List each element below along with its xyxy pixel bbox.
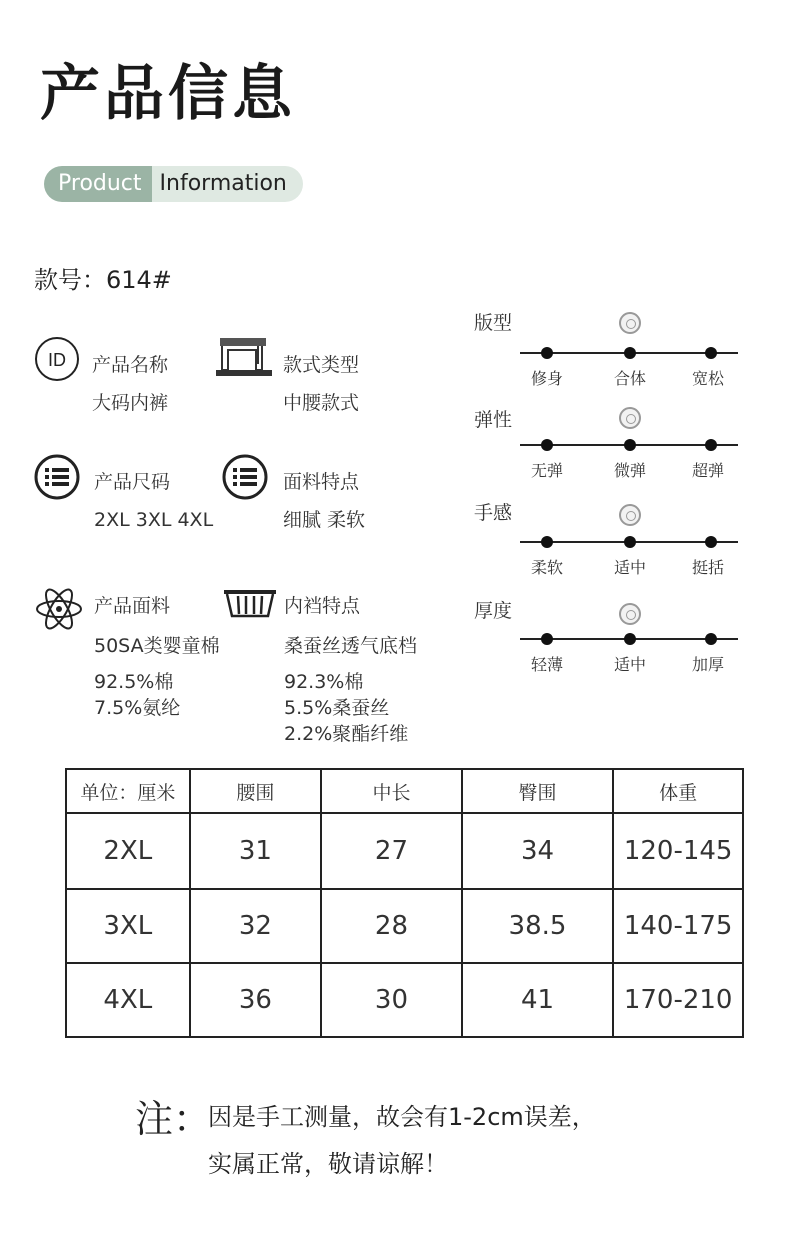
- pill-product: Product: [44, 166, 152, 202]
- attr-label: 产品名称: [92, 354, 169, 376]
- scale-dot: [705, 439, 717, 451]
- attr-value: 桑蚕丝透气底档: [284, 635, 418, 657]
- table-cell: 170-210: [613, 963, 743, 1037]
- table-header: 体重: [613, 769, 743, 813]
- scale-option: 挺括: [692, 558, 725, 577]
- attr-product-size: [94, 469, 213, 533]
- table-cell: 41: [462, 963, 614, 1037]
- scale-option: 无弹: [531, 461, 564, 480]
- size-table: [65, 768, 744, 1038]
- scale-dot: [541, 633, 553, 645]
- table-row: [66, 813, 743, 889]
- scale-option: 轻薄: [531, 655, 564, 674]
- table-cell: 2XL: [66, 813, 190, 889]
- scale-dot: [541, 347, 553, 359]
- attr-value: 2XL 3XL 4XL: [94, 509, 214, 531]
- attr-crotch: [284, 593, 417, 747]
- table-cell: 27: [321, 813, 462, 889]
- table-header: 臀围: [462, 769, 614, 813]
- atom-icon: [34, 584, 84, 634]
- table-row: [66, 889, 743, 963]
- table-row: [66, 963, 743, 1037]
- scale-option: 微弹: [614, 461, 647, 480]
- scale-option: 适中: [614, 558, 647, 577]
- attr-value: 细腻 柔软: [283, 509, 366, 531]
- scale-title-feel: 手感: [474, 502, 513, 524]
- scale-option: 超弹: [692, 461, 725, 480]
- attr-label: 内裆特点: [284, 595, 361, 617]
- button-marker-icon: [619, 504, 641, 526]
- table-cell: 34: [462, 813, 614, 889]
- attr-style-type: [283, 352, 359, 416]
- basket-icon: [222, 588, 278, 618]
- attr-product-name: [92, 352, 168, 416]
- attr-label: 款式类型: [283, 354, 360, 376]
- scale-option: 修身: [531, 369, 564, 388]
- list-icon: [34, 454, 80, 500]
- attr-composition: 2.2%聚酯纤维: [284, 723, 409, 745]
- attr-label: 产品面料: [94, 595, 171, 617]
- attr-label: 面料特点: [283, 471, 360, 493]
- button-marker-icon: [619, 312, 641, 334]
- attr-composition: 92.3%棉: [284, 671, 364, 693]
- scale-dot: [541, 439, 553, 451]
- button-marker-icon: [619, 603, 641, 625]
- style-number: 款号：614#: [34, 266, 172, 294]
- scale-dot: [624, 633, 636, 645]
- scale-title-fit: 版型: [474, 312, 513, 334]
- table-cell: 32: [190, 889, 322, 963]
- list-icon: [222, 454, 268, 500]
- attr-value: 50SA类婴童棉: [94, 635, 220, 657]
- table-header: 腰围: [190, 769, 322, 813]
- table-cell: 36: [190, 963, 322, 1037]
- scale-option: 柔软: [531, 558, 564, 577]
- table-header: 中长: [321, 769, 462, 813]
- table-cell: 31: [190, 813, 322, 889]
- table-cell: 38.5: [462, 889, 614, 963]
- table-header-row: [66, 769, 743, 813]
- scale-option: 加厚: [692, 655, 725, 674]
- attr-label: 产品尺码: [94, 471, 171, 493]
- scale-dot: [705, 347, 717, 359]
- attr-fabric: [94, 593, 220, 721]
- attr-value: 中腰款式: [283, 392, 360, 414]
- note-line-2: 实属正常，敬请谅解！: [208, 1150, 448, 1178]
- table-cell: 4XL: [66, 963, 190, 1037]
- svg-text:ID: ID: [48, 350, 66, 370]
- scale-title-elasticity: 弹性: [474, 409, 513, 431]
- button-marker-icon: [619, 407, 641, 429]
- table-cell: 140-175: [613, 889, 743, 963]
- scale-dot: [624, 536, 636, 548]
- attr-composition: 92.5%棉: [94, 671, 174, 693]
- table-cell: 120-145: [613, 813, 743, 889]
- table-cell: 3XL: [66, 889, 190, 963]
- scale-dot: [541, 536, 553, 548]
- scale-dot: [624, 347, 636, 359]
- sewing-machine-icon: [214, 334, 274, 378]
- attr-composition: 7.5%氨纶: [94, 697, 181, 719]
- pill-information: Information: [152, 166, 303, 202]
- table-cell: 30: [321, 963, 462, 1037]
- scale-dot: [705, 536, 717, 548]
- attr-fabric-features: [283, 469, 365, 533]
- scale-option: 合体: [614, 369, 647, 388]
- scale-option: 适中: [614, 655, 647, 674]
- scale-dot: [705, 633, 717, 645]
- scale-option: 宽松: [692, 369, 725, 388]
- note-mark: 注：: [135, 1097, 212, 1141]
- section-pill: [44, 166, 303, 202]
- attr-value: 大码内裤: [92, 392, 169, 414]
- table-cell: 28: [321, 889, 462, 963]
- page-title: 产品信息: [40, 59, 296, 129]
- id-icon: [34, 336, 80, 382]
- scale-title-thickness: 厚度: [474, 600, 513, 622]
- scale-dot: [624, 439, 636, 451]
- table-header: 单位：厘米: [66, 769, 190, 813]
- attr-composition: 5.5%桑蚕丝: [284, 697, 390, 719]
- note-line-1: 因是手工测量，故会有1-2cm误差，: [208, 1103, 596, 1131]
